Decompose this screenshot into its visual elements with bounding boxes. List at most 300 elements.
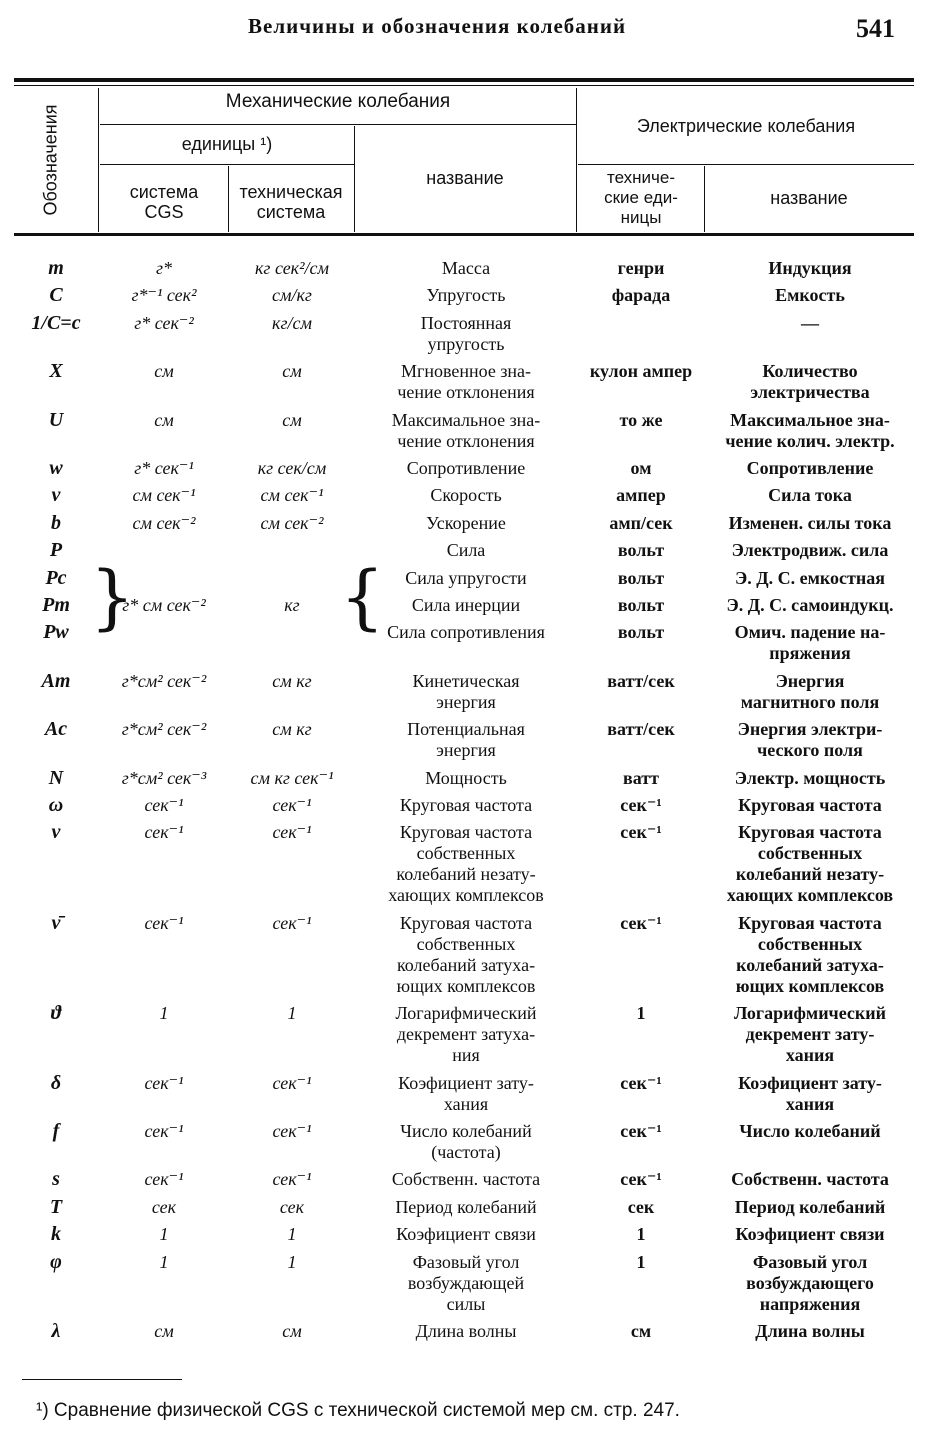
cell-line: Изменен. силы тока bbox=[728, 512, 892, 533]
elec-unit-cell bbox=[576, 258, 706, 279]
elec-unit-cell bbox=[576, 622, 706, 643]
cell-line: ω bbox=[48, 794, 64, 816]
cell-line: ющих комплексов bbox=[735, 975, 885, 996]
cell-line: электричества bbox=[750, 382, 870, 403]
cell-line: г*⁻¹ сек² bbox=[131, 285, 197, 306]
cell-line: см сек⁻¹ bbox=[260, 485, 324, 506]
elec-unit-cell bbox=[576, 285, 706, 306]
mech-name-cell bbox=[356, 595, 576, 616]
footnote: ¹) Сравнение физической CGS с технической системой мер см. стр. 247. bbox=[36, 1400, 680, 1421]
cell-line: г* см сек⁻² bbox=[122, 595, 206, 615]
mech-name-cell bbox=[356, 361, 576, 403]
cell-line: ватт bbox=[623, 767, 659, 788]
cell-line: ватт/сек bbox=[607, 670, 675, 691]
brace-right: } bbox=[90, 555, 135, 638]
cell-line: возбуждающего bbox=[746, 1272, 874, 1293]
header-elec-units: техниче- ские еди- ницы bbox=[604, 168, 678, 227]
cell-line: ом bbox=[630, 458, 652, 478]
elec-name-cell bbox=[706, 258, 914, 279]
cgs-unit-cell bbox=[100, 1169, 228, 1190]
header-mech-name: название bbox=[426, 168, 504, 188]
cell-line: сек⁻¹ bbox=[144, 795, 184, 815]
cgs-unit-cell bbox=[100, 1003, 228, 1024]
cell-line: Am bbox=[41, 669, 71, 692]
cell-line: 1 bbox=[287, 1251, 297, 1272]
cell-line: собственных bbox=[416, 843, 516, 864]
cell-line: 1 bbox=[636, 1224, 646, 1245]
mech-name-cell bbox=[356, 1169, 576, 1190]
cell-line: см bbox=[282, 1321, 302, 1341]
header-divider bbox=[100, 164, 354, 165]
cgs-unit-cell bbox=[100, 410, 228, 431]
cell-line: см bbox=[154, 361, 174, 382]
cell-line: см кг bbox=[272, 670, 312, 691]
tech-unit-cell bbox=[228, 595, 356, 616]
elec-unit-cell bbox=[576, 1252, 706, 1273]
cell-line: вольт bbox=[617, 622, 665, 643]
elec-name-cell bbox=[706, 822, 914, 906]
mech-name-cell bbox=[356, 285, 576, 306]
cell-line: сек bbox=[151, 1196, 177, 1217]
tech-unit-cell bbox=[228, 1224, 356, 1245]
tech-unit-cell bbox=[228, 410, 356, 431]
cell-line: хания bbox=[785, 1045, 835, 1066]
header-tech: техническая система bbox=[239, 182, 343, 222]
tech-unit-cell bbox=[228, 671, 356, 692]
cell-line: Pc bbox=[45, 566, 67, 589]
cell-line: см bbox=[282, 409, 302, 430]
cell-line: г*см² сек⁻² bbox=[121, 670, 207, 691]
cell-line: φ bbox=[50, 1250, 62, 1273]
cell-line: см кг сек⁻¹ bbox=[250, 767, 334, 788]
cell-line: Сила сопротивления bbox=[387, 622, 545, 643]
cell-line: амп/сек bbox=[609, 512, 673, 533]
table-row bbox=[14, 485, 914, 512]
elec-name-cell bbox=[706, 595, 914, 616]
cell-line: δ bbox=[50, 1071, 62, 1094]
cell-line: f bbox=[52, 1120, 60, 1142]
cgs-unit-cell bbox=[100, 458, 228, 479]
symbol-cell bbox=[14, 768, 98, 789]
table-row bbox=[14, 1321, 914, 1348]
symbol-cell bbox=[14, 913, 98, 934]
cell-line: сек⁻¹ bbox=[272, 912, 312, 933]
elec-unit-cell bbox=[576, 768, 706, 789]
cell-line: Кинетическая bbox=[412, 670, 520, 691]
elec-unit-cell bbox=[576, 1321, 706, 1342]
cell-line: Круговая частота bbox=[738, 795, 882, 815]
footnote-rule bbox=[22, 1379, 182, 1380]
elec-name-cell bbox=[706, 1169, 914, 1190]
cgs-unit-cell bbox=[100, 258, 228, 279]
symbol-cell bbox=[14, 285, 98, 306]
mech-name-cell bbox=[356, 485, 576, 506]
symbol-cell bbox=[14, 513, 98, 534]
cell-line: декремент зату- bbox=[745, 1024, 875, 1045]
cell-line: см bbox=[154, 1321, 174, 1341]
cell-line: кулон ампер bbox=[589, 361, 693, 382]
elec-name-cell bbox=[706, 410, 914, 452]
cell-line: см/кг bbox=[272, 285, 312, 306]
cell-line: 1 bbox=[159, 1224, 169, 1245]
cell-line: хающих комплексов bbox=[726, 885, 894, 906]
cgs-unit-cell bbox=[100, 1252, 228, 1273]
cell-line: см bbox=[154, 409, 174, 430]
cell-line: 1 bbox=[636, 1251, 646, 1272]
cell-line: см сек⁻¹ bbox=[132, 485, 196, 506]
symbol-cell bbox=[14, 1252, 98, 1273]
tech-unit-cell bbox=[228, 768, 356, 789]
elec-name-cell bbox=[706, 568, 914, 589]
cell-line: Круговая частота bbox=[399, 912, 533, 933]
cell-line: г* сек⁻² bbox=[134, 312, 194, 333]
cell-line: сек⁻¹ bbox=[272, 1121, 312, 1141]
cell-line: собственных bbox=[757, 933, 863, 954]
cgs-unit-cell bbox=[100, 1073, 228, 1094]
cell-line: Собственн. частота bbox=[731, 1169, 889, 1190]
cgs-unit-cell bbox=[100, 1197, 228, 1218]
elec-name-cell bbox=[706, 1224, 914, 1245]
cell-line: λ bbox=[51, 1320, 61, 1342]
tech-unit-cell bbox=[228, 285, 356, 306]
column-header-symbol: Обозначения bbox=[40, 104, 61, 216]
symbol-cell bbox=[14, 1121, 98, 1142]
cell-line: Сопротивление bbox=[746, 458, 874, 478]
cell-line: г* сек⁻¹ bbox=[134, 458, 194, 478]
cell-line: Логарифмический bbox=[733, 1003, 887, 1024]
cell-line: Круговая частота bbox=[738, 822, 882, 843]
cell-line: г*см² сек⁻² bbox=[121, 719, 207, 740]
header-units-group: единицы ¹) bbox=[181, 134, 273, 154]
elec-name-cell bbox=[706, 768, 914, 789]
mech-name-cell bbox=[356, 671, 576, 713]
table-row bbox=[14, 1073, 914, 1121]
cell-line: сек⁻¹ bbox=[272, 795, 312, 815]
tech-unit-cell bbox=[228, 913, 356, 934]
elec-unit-cell bbox=[576, 1197, 706, 1218]
symbol-cell bbox=[14, 671, 98, 692]
cell-line: хания bbox=[443, 1093, 489, 1114]
tech-unit-cell bbox=[228, 1321, 356, 1342]
cell-line: сек⁻¹ bbox=[620, 1121, 662, 1141]
cell-line: чение отклонения bbox=[397, 430, 535, 451]
cell-line: колебаний незату- bbox=[396, 864, 536, 885]
cell-line: энергия bbox=[436, 740, 496, 761]
table-row bbox=[14, 1252, 914, 1321]
cell-line: фарада bbox=[611, 285, 671, 306]
table-row bbox=[14, 595, 914, 622]
cell-line: кг сек²/см bbox=[255, 258, 329, 278]
cell-line: вольт bbox=[617, 567, 665, 588]
mech-name-cell bbox=[356, 768, 576, 789]
tech-unit-cell bbox=[228, 1121, 356, 1142]
cell-line: ν bbox=[51, 821, 61, 844]
cell-line: напряжения bbox=[759, 1293, 861, 1314]
cell-line: ческого поля bbox=[757, 740, 863, 761]
mech-name-cell bbox=[356, 1197, 576, 1218]
cell-line: г* bbox=[155, 258, 173, 278]
header-divider bbox=[100, 124, 576, 125]
elec-name-cell bbox=[706, 285, 914, 306]
cell-line: см кг bbox=[272, 719, 312, 740]
mech-name-cell bbox=[356, 1121, 576, 1163]
cell-line: хания bbox=[785, 1093, 835, 1114]
cell-line: Число колебаний bbox=[400, 1121, 532, 1141]
tech-unit-cell bbox=[228, 361, 356, 382]
cell-line: возбуждающей bbox=[407, 1272, 525, 1293]
cell-line: s bbox=[52, 1168, 60, 1191]
elec-unit-cell bbox=[576, 540, 706, 561]
tech-unit-cell bbox=[228, 795, 356, 816]
cell-line: сек⁻¹ bbox=[620, 795, 662, 815]
table-row bbox=[14, 568, 914, 595]
mech-name-cell bbox=[356, 540, 576, 561]
mech-name-cell bbox=[356, 913, 576, 997]
elec-name-cell bbox=[706, 1121, 914, 1142]
cgs-unit-cell bbox=[100, 485, 228, 506]
cell-line: 1 bbox=[159, 1251, 169, 1272]
cell-line: Сила bbox=[446, 540, 486, 561]
cgs-unit-cell bbox=[100, 768, 228, 789]
tech-unit-cell bbox=[228, 458, 356, 479]
header-elec-name: название bbox=[770, 188, 848, 208]
mech-name-cell bbox=[356, 822, 576, 906]
cell-line: Максимальное зна- bbox=[730, 409, 890, 430]
cell-line: m bbox=[48, 257, 64, 279]
elec-name-cell bbox=[706, 540, 914, 561]
elec-unit-cell bbox=[576, 1169, 706, 1190]
symbol-cell bbox=[14, 622, 98, 643]
mech-name-cell bbox=[356, 1252, 576, 1315]
mech-name-cell bbox=[356, 1224, 576, 1245]
header-divider bbox=[98, 88, 99, 232]
cell-line: магнитного поля bbox=[740, 691, 880, 712]
elec-name-cell bbox=[706, 622, 914, 664]
cell-line: Сила упругости bbox=[405, 567, 527, 588]
cell-line: Потенциальная bbox=[407, 719, 525, 740]
mech-name-cell bbox=[356, 258, 576, 279]
cell-line: Собственн. частота bbox=[391, 1169, 541, 1190]
header-divider bbox=[576, 88, 577, 232]
symbol-cell bbox=[14, 258, 98, 279]
table-row bbox=[14, 622, 914, 670]
cell-line: колебаний затуха- bbox=[736, 954, 884, 975]
elec-name-cell bbox=[706, 361, 914, 403]
cell-line: T bbox=[49, 1195, 63, 1218]
header-elec-group: Электрические колебания bbox=[636, 116, 856, 136]
cgs-unit-cell bbox=[100, 913, 228, 934]
mech-name-cell bbox=[356, 313, 576, 355]
mech-name-cell bbox=[356, 568, 576, 589]
cgs-unit-cell bbox=[100, 822, 228, 843]
top-rule-thin bbox=[14, 85, 914, 86]
elec-unit-cell bbox=[576, 795, 706, 816]
cell-line: Период колебаний bbox=[734, 1196, 886, 1217]
symbol-cell bbox=[14, 540, 98, 561]
elec-unit-cell bbox=[576, 1003, 706, 1024]
cell-line: Фазовый угол bbox=[412, 1251, 520, 1272]
tech-unit-cell bbox=[228, 485, 356, 506]
table-row bbox=[14, 313, 914, 361]
cell-line: Фазовый угол bbox=[752, 1251, 868, 1272]
table-row bbox=[14, 1169, 914, 1196]
cell-line: сек⁻¹ bbox=[272, 1169, 312, 1190]
elec-unit-cell bbox=[576, 1224, 706, 1245]
header-divider bbox=[578, 164, 914, 165]
cgs-unit-cell bbox=[100, 795, 228, 816]
tech-unit-cell bbox=[228, 1073, 356, 1094]
cgs-unit-cell bbox=[100, 513, 228, 534]
mech-name-cell bbox=[356, 795, 576, 816]
cell-line: N bbox=[48, 766, 64, 789]
tech-unit-cell bbox=[228, 1252, 356, 1273]
table-row bbox=[14, 1121, 914, 1169]
cell-line: собственных bbox=[416, 933, 516, 954]
cell-line: P bbox=[49, 539, 63, 562]
page-header bbox=[0, 12, 932, 52]
cell-line: кг/см bbox=[272, 312, 312, 333]
cgs-unit-cell bbox=[100, 1121, 228, 1142]
cell-line: сек⁻¹ bbox=[272, 1072, 312, 1093]
cell-line: колебаний незату- bbox=[735, 864, 885, 885]
cell-line: ампер bbox=[616, 485, 666, 506]
symbol-cell bbox=[14, 410, 98, 431]
cell-line: Коэфициент зату- bbox=[398, 1072, 534, 1093]
cell-line: сек bbox=[279, 1196, 305, 1217]
symbol-cell bbox=[14, 1073, 98, 1094]
cgs-unit-cell bbox=[100, 313, 228, 334]
symbol-cell bbox=[14, 595, 98, 616]
cell-line: 1 bbox=[159, 1003, 169, 1024]
table-row bbox=[14, 1003, 914, 1072]
cell-line: Э. Д. С. самоиндукц. bbox=[726, 595, 894, 615]
cell-line: Мгновенное зна- bbox=[400, 361, 532, 382]
cell-line: ν̄ bbox=[51, 911, 61, 934]
mech-name-cell bbox=[356, 1003, 576, 1066]
table-row bbox=[14, 822, 914, 912]
cell-line: сек⁻¹ bbox=[144, 822, 184, 843]
table-row bbox=[14, 285, 914, 312]
cell-line: см bbox=[282, 361, 302, 382]
elec-name-cell bbox=[706, 458, 914, 479]
cell-line: Pw bbox=[43, 621, 69, 644]
cell-line: Ускорение bbox=[426, 512, 506, 533]
cell-line: см сек⁻² bbox=[260, 512, 324, 533]
cell-line: сек⁻¹ bbox=[144, 1121, 184, 1141]
table-row bbox=[14, 719, 914, 767]
cgs-unit-cell bbox=[100, 719, 228, 740]
table-row bbox=[14, 913, 914, 1003]
cell-line: сек⁻¹ bbox=[620, 822, 662, 843]
cell-line: — bbox=[801, 312, 819, 333]
cell-line: Упругость bbox=[426, 285, 506, 306]
cell-line: Энергия bbox=[775, 670, 845, 691]
cell-line: Круговая частота bbox=[399, 795, 533, 815]
cell-line: Круговая частота bbox=[399, 822, 533, 843]
symbol-cell bbox=[14, 1003, 98, 1024]
mech-name-cell bbox=[356, 458, 576, 479]
table-row bbox=[14, 1224, 914, 1251]
symbol-cell bbox=[14, 1169, 98, 1190]
cell-line: 1 bbox=[287, 1003, 297, 1024]
elec-name-cell bbox=[706, 1073, 914, 1115]
cell-line: Сила тока bbox=[768, 485, 852, 506]
symbol-cell bbox=[14, 1321, 98, 1342]
cell-line: пряжения bbox=[769, 643, 851, 664]
cell-line: сек⁻¹ bbox=[144, 1072, 184, 1093]
elec-name-cell bbox=[706, 795, 914, 816]
top-rule bbox=[14, 78, 914, 82]
elec-unit-cell bbox=[576, 361, 706, 382]
cell-line: Число колебаний bbox=[739, 1121, 881, 1141]
cell-line: сек⁻¹ bbox=[144, 912, 184, 933]
cell-line: Сила инерции bbox=[411, 595, 521, 615]
symbol-cell bbox=[14, 822, 98, 843]
mech-name-cell bbox=[356, 513, 576, 534]
elec-unit-cell bbox=[576, 458, 706, 479]
page-number: 541 bbox=[856, 14, 895, 43]
cell-line: сек bbox=[627, 1196, 655, 1217]
tech-unit-cell bbox=[228, 313, 356, 334]
cell-line: Pm bbox=[42, 594, 70, 616]
table-row bbox=[14, 540, 914, 567]
elec-unit-cell bbox=[576, 913, 706, 934]
symbol-cell bbox=[14, 485, 98, 506]
cell-line: (частота) bbox=[431, 1142, 501, 1162]
table-row bbox=[14, 258, 914, 285]
cell-line: Ac bbox=[44, 718, 68, 741]
cell-line: силы bbox=[446, 1293, 486, 1314]
elec-unit-cell bbox=[576, 513, 706, 534]
table-row bbox=[14, 1197, 914, 1224]
elec-unit-cell bbox=[576, 719, 706, 740]
cell-line: вольт bbox=[617, 540, 665, 561]
tech-unit-cell bbox=[228, 1197, 356, 1218]
cell-line: Омич. падение на- bbox=[734, 622, 886, 643]
cgs-unit-cell bbox=[100, 361, 228, 382]
cell-line: то же bbox=[619, 409, 663, 430]
cell-line: хающих комплексов bbox=[388, 885, 544, 906]
elec-name-cell bbox=[706, 913, 914, 997]
tech-unit-cell bbox=[228, 513, 356, 534]
header-cgs: система CGS bbox=[129, 182, 199, 222]
tech-unit-cell bbox=[228, 1003, 356, 1024]
table-row bbox=[14, 768, 914, 795]
cell-line: Круговая частота bbox=[738, 912, 882, 933]
elec-name-cell bbox=[706, 1321, 914, 1342]
cell-line: упругость bbox=[427, 333, 505, 354]
cell-line: 1/C=c bbox=[31, 311, 81, 334]
cell-line: ϑ bbox=[50, 1002, 62, 1025]
cell-line: собственных bbox=[757, 843, 863, 864]
cell-line: ния bbox=[452, 1045, 480, 1066]
cell-line: k bbox=[51, 1223, 61, 1246]
symbol-cell bbox=[14, 719, 98, 740]
table-row bbox=[14, 671, 914, 719]
cgs-unit-cell bbox=[100, 1224, 228, 1245]
cell-line: ватт/сек bbox=[607, 719, 675, 740]
cell-line: Логарифмический bbox=[395, 1003, 537, 1024]
cell-line: Длина волны bbox=[755, 1321, 865, 1341]
cell-line: Сопротивление bbox=[406, 458, 526, 478]
tech-unit-cell bbox=[228, 719, 356, 740]
cell-line: 1 bbox=[636, 1003, 646, 1024]
mech-name-cell bbox=[356, 410, 576, 452]
tech-unit-cell bbox=[228, 822, 356, 843]
elec-unit-cell bbox=[576, 595, 706, 616]
cell-line: см сек⁻² bbox=[132, 512, 196, 533]
elec-name-cell bbox=[706, 513, 914, 534]
